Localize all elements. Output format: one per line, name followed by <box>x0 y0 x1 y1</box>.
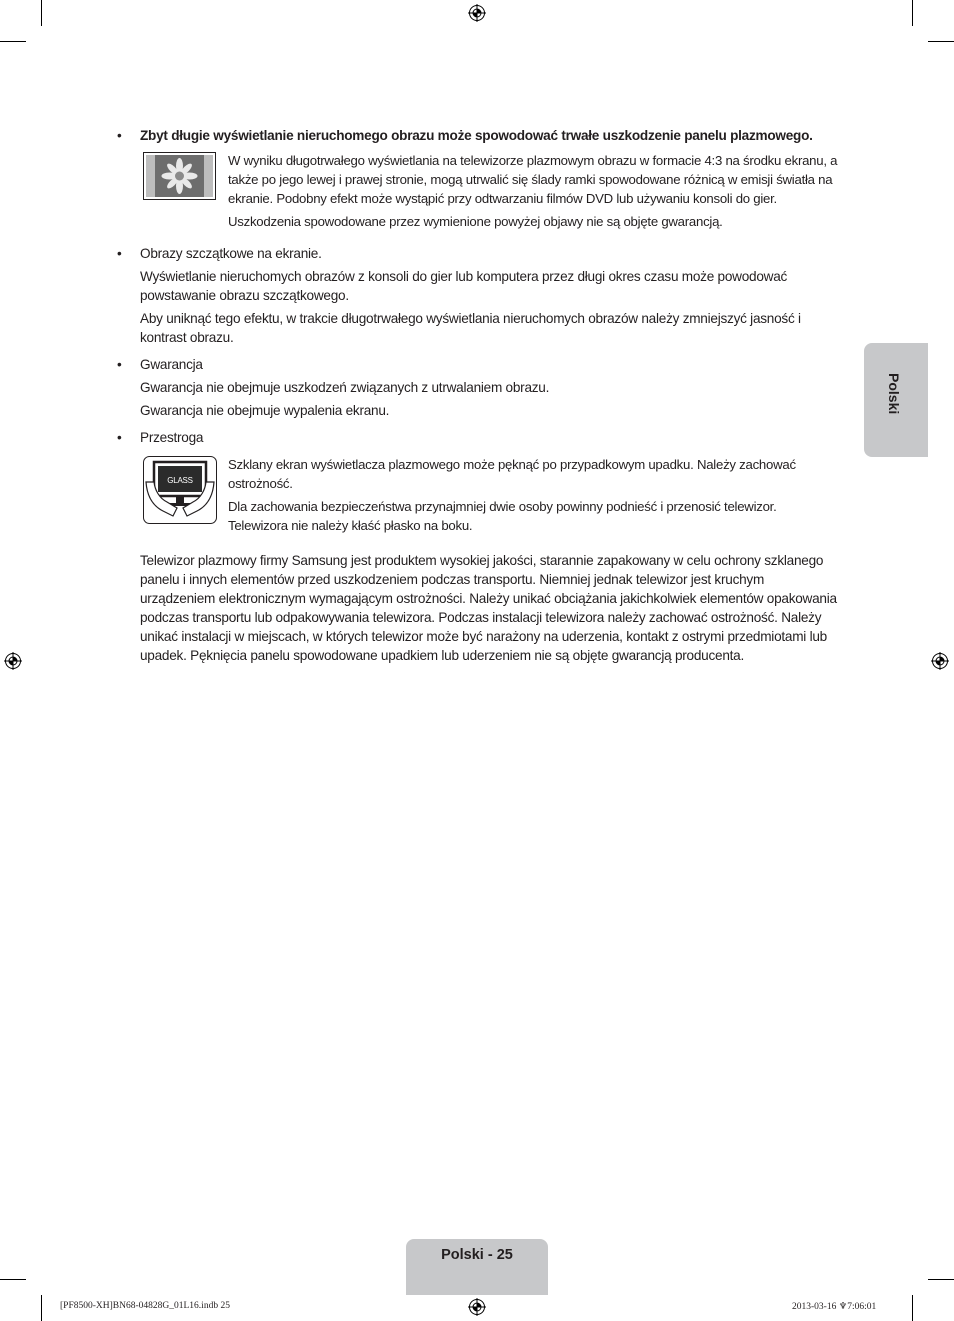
bullet-sub-paragraph: Uszkodzenia spowodowane przez wymienione powyżej objawy nie są objęte gwarancją. <box>228 214 723 229</box>
glass-tv-hands-icon <box>143 456 217 524</box>
bullet-sub-paragraph: Dla zachowania bezpieczeństwa przynajmniej dwie osoby powinny podnieść i przenosić telewizor. Telewizora nie należy kłaść płasko na boku. <box>228 499 777 533</box>
crop-mark-tr-h <box>928 41 954 42</box>
bullet-title: Zbyt długie wyświetlanie nieruchomego obrazu może spowodować trwałe uszkodzenie panelu plazmowego. <box>140 128 813 143</box>
footer-file-info: [PF8500-XH]BN68-04828G_01L16.indb 25 <box>60 1301 230 1311</box>
bullet-paragraph: Gwarancja nie obejmuje uszkodzeń związanych z utrwalaniem obrazu. <box>140 380 550 395</box>
bullet-sub-paragraph: Szklany ekran wyświetlacza plazmowego może pęknąć po przypadkowym upadku. Należy zachować ostrożność. <box>228 457 796 491</box>
bullet-item-afterimage <box>117 244 839 347</box>
crop-mark-tl-v <box>41 0 42 26</box>
glass-label: GLASS <box>167 476 193 485</box>
bullet-sub-block <box>140 455 839 535</box>
bullet-title: Przestroga <box>140 430 204 445</box>
bullet-item-warranty <box>117 355 839 420</box>
registration-mark-icon <box>468 1298 486 1316</box>
page-content <box>117 126 839 669</box>
bullet: • <box>117 430 122 445</box>
bullet: • <box>117 357 122 372</box>
language-side-tab-label: Polski <box>886 373 902 415</box>
bullet-title: Obrazy szczątkowe na ekranie. <box>140 246 322 261</box>
registration-mark-icon <box>931 652 949 670</box>
crop-mark-bl-h <box>0 1279 26 1280</box>
bullet-title: Gwarancja <box>140 357 203 372</box>
crop-mark-tl-h <box>0 41 26 42</box>
crop-mark-tr-v <box>912 0 913 26</box>
language-side-tab <box>864 343 928 457</box>
bullet-item-static-image <box>117 126 839 231</box>
bullet-sub-block <box>140 151 839 231</box>
flower-tv-icon <box>143 152 216 200</box>
page-number: Polski - 25 <box>441 1247 513 1263</box>
bullet-item-caution <box>117 428 839 535</box>
crop-mark-bl-v <box>41 1295 42 1321</box>
bullet: • <box>117 128 122 143</box>
page-number-tab <box>406 1239 548 1295</box>
bullet-sub-paragraph: W wyniku długotrwałego wyświetlania na telewizorze plazmowym obrazu w formacie 4:3 na środku ekranu, a także po jego lewej i prawej stronie, mogą utrwalić się ślady ramki spowodowane różnicą w emisji światła na ekranie. Podobny efekt może wystąpić przy odtwarzaniu filmów DVD lub używaniu konsoli do gier. <box>228 153 838 206</box>
bullet: • <box>117 246 122 261</box>
crop-mark-br-v <box>912 1295 913 1321</box>
bullet-paragraph: Aby uniknąć tego efektu, w trakcie długotrwałego wyświetlania nieruchomych obrazów należy zmniejszyć jasność i kontrast obrazu. <box>140 311 801 345</box>
registration-mark-icon <box>468 4 486 22</box>
bullet-paragraph: Wyświetlanie nieruchomych obrazów z konsoli do gier lub komputera przez długi okres czasu może powodować powstawanie obrazu szczątkowego. <box>140 269 788 303</box>
bullet-paragraph: Gwarancja nie obejmuje wypalenia ekranu. <box>140 403 390 418</box>
closing-paragraph: Telewizor plazmowy firmy Samsung jest produktem wysokiej jakości, starannie zapakowany w celu ochrony szklanego panelu i innych elementów przed uszkodzeniem podczas transportu. Niemniej jednak telewizor jest kruchym urządzeniem elektronicznym wymagającym ostrożności. Należy unikać obciążania jakichkolwiek elementów opakowania podczas transportu lub odpakowywania telewizora. Podczas instalacji telewizora należy zachować ostrożność. Należy unikać instalacji w miejscach, w których telewizor może być narażony na uderzenia, kontakt z ostrymi przedmiotami lub upadek. Pęknięcia panelu spowodowane upadkiem lub uderzeniem nie są objęte gwarancją producenta. <box>140 553 837 663</box>
crop-mark-br-h <box>928 1279 954 1280</box>
registration-mark-icon <box>4 652 22 670</box>
footer-timestamp: 2013-03-16 ♆7:06:01 <box>792 1302 877 1312</box>
